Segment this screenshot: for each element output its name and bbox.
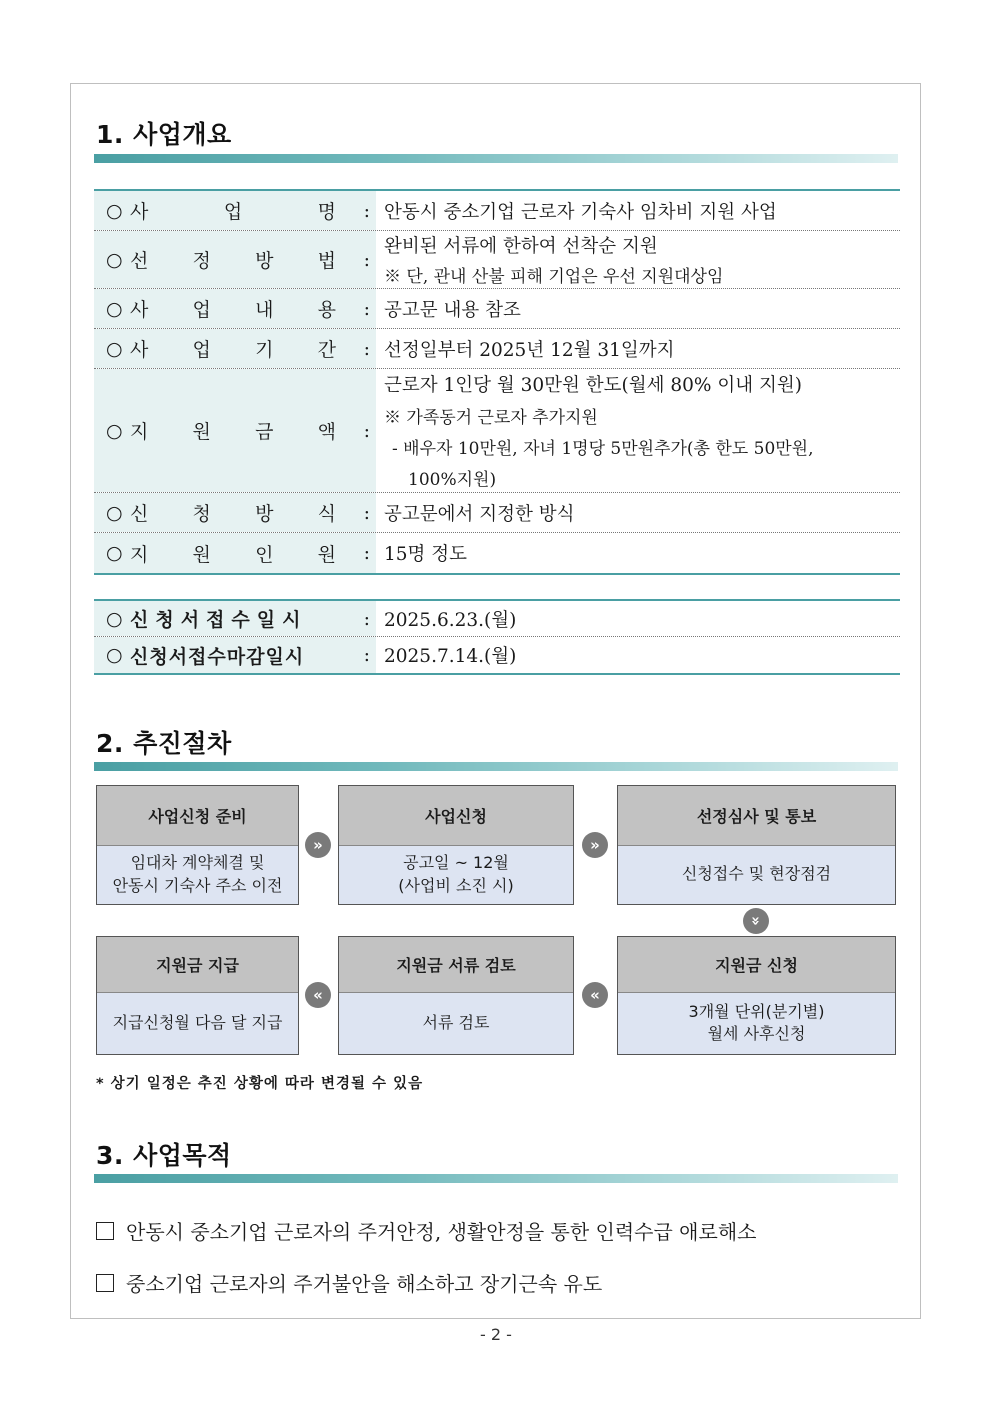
process-step-head: 선정심사 및 통보 — [618, 786, 895, 846]
checkbox-square-icon — [96, 1222, 114, 1240]
overview-value — [376, 191, 900, 230]
process-step-head: 사업신청 준비 — [97, 786, 298, 846]
overview-value-line: ※ 가족동거 근로자 추가지원 — [384, 408, 598, 428]
overview-label-text: 지 원 인 원 — [130, 543, 336, 566]
overview-value — [376, 231, 900, 288]
process-step-line: 지급신청월 다음 달 지급 — [112, 1012, 283, 1032]
overview-label-text: 사 업 내 용 — [130, 299, 336, 321]
section-title-purpose: 3. 사업목적 — [96, 1141, 232, 1170]
goal-item — [96, 1268, 602, 1297]
circle-bullet-icon: ○ — [106, 644, 123, 666]
overview-table — [94, 189, 900, 575]
overview-label — [94, 329, 376, 368]
arrow-left-icon: « — [305, 982, 331, 1008]
overview-value-line: 100%지원) — [408, 470, 497, 490]
process-step-line: 서류 검토 — [422, 1012, 490, 1032]
overview-label — [94, 369, 376, 492]
overview-label-text: 사 업 명 — [130, 201, 336, 223]
schedule-note: * 상기 일정은 추진 상황에 따라 변경될 수 있음 — [96, 1076, 424, 1092]
overview-label — [94, 289, 376, 328]
overview-label-text: 선 정 방 법 — [130, 250, 336, 272]
process-step-line: 월세 사후신청 — [707, 1024, 806, 1043]
circle-bullet-icon: ○ — [106, 297, 123, 320]
overview-value-line: 공고문에서 지정한 방식 — [384, 503, 575, 525]
process-step-5 — [338, 936, 574, 1055]
colon: : — [363, 199, 370, 222]
overview-value — [376, 533, 900, 573]
overview-value-line: 안동시 중소기업 근로자 기숙사 임차비 지원 사업 — [384, 201, 777, 223]
overview-value — [376, 289, 900, 328]
overview-value-line: 공고문 내용 참조 — [384, 299, 521, 321]
overview-label — [94, 493, 376, 532]
process-step-body — [339, 846, 573, 903]
process-step-1 — [96, 785, 299, 905]
schedule-row — [94, 601, 900, 637]
process-step-head: 지원금 지급 — [97, 937, 298, 993]
colon: : — [363, 419, 370, 442]
process-step-head: 지원금 서류 검토 — [339, 937, 573, 993]
overview-row — [94, 369, 900, 493]
overview-value-line: 선정일부터 2025년 12월 31일까지 — [384, 339, 675, 361]
colon: : — [363, 607, 370, 630]
process-step-line: 공고일 ~ 12월 — [403, 853, 509, 873]
overview-row — [94, 533, 900, 573]
schedule-label-text: 신청서접수일시 — [130, 609, 308, 631]
colon: : — [363, 248, 370, 271]
section-divider — [94, 762, 898, 771]
overview-label-text: 신 청 방 식 — [130, 503, 336, 525]
colon: : — [363, 297, 370, 320]
process-step-body — [97, 993, 298, 1053]
colon: : — [363, 542, 370, 564]
overview-value — [376, 493, 900, 532]
arrow-down-icon: » — [743, 908, 769, 934]
arrow-left-icon: « — [582, 982, 608, 1008]
process-step-6 — [96, 936, 299, 1055]
schedule-row — [94, 637, 900, 673]
goal-item — [96, 1216, 756, 1245]
schedule-label-text: 신청서접수마감일시 — [130, 645, 305, 668]
process-step-head: 사업신청 — [339, 786, 573, 846]
section-title-overview: 1. 사업개요 — [96, 120, 232, 149]
process-step-body — [97, 846, 298, 903]
circle-bullet-icon: ○ — [106, 199, 123, 222]
goal-text: 중소기업 근로자의 주거불안을 해소하고 장기근속 유도 — [126, 1272, 603, 1296]
schedule-value: 2025.7.14.(월) — [384, 646, 517, 667]
overview-label — [94, 191, 376, 230]
arrow-right-icon: » — [305, 832, 331, 858]
overview-value-line: ※ 단, 관내 산불 피해 기업은 우선 지원대상임 — [384, 267, 724, 287]
goal-text: 안동시 중소기업 근로자의 주거안정, 생활안정을 통한 인력수급 애로해소 — [126, 1220, 757, 1244]
colon: : — [363, 337, 370, 360]
circle-bullet-icon: ○ — [106, 419, 123, 442]
process-step-body — [618, 846, 895, 903]
circle-bullet-icon: ○ — [106, 501, 123, 524]
overview-value-line: 15명 정도 — [384, 544, 468, 565]
overview-row — [94, 329, 900, 369]
overview-value-line: 근로자 1인당 월 30만원 한도(월세 80% 이내 지원) — [384, 375, 802, 396]
overview-label-text: 지 원 금 액 — [130, 421, 336, 443]
colon: : — [363, 644, 370, 666]
schedule-table — [94, 599, 900, 675]
section-divider — [94, 1174, 898, 1183]
process-step-2 — [338, 785, 574, 905]
process-step-line: 안동시 기숙사 주소 이전 — [112, 875, 283, 895]
process-step-line: (사업비 소진 시) — [398, 875, 514, 895]
overview-value-line: - 배우자 10만원, 자녀 1명당 5만원추가(총 한도 50만원, — [392, 439, 814, 459]
schedule-label — [94, 601, 376, 636]
section-divider — [94, 154, 898, 163]
overview-row — [94, 493, 900, 533]
process-step-line: 임대차 계약체결 및 — [130, 853, 265, 873]
section-title-process: 2. 추진절차 — [96, 729, 232, 758]
schedule-value: 2025.6.23.(월) — [384, 609, 517, 631]
process-step-line: 신청접수 및 현장점검 — [681, 864, 832, 884]
overview-label-text: 사 업 기 간 — [130, 339, 336, 361]
circle-bullet-icon: ○ — [106, 542, 123, 564]
circle-bullet-icon: ○ — [106, 248, 123, 271]
process-step-body — [339, 993, 573, 1053]
overview-value — [376, 329, 900, 368]
overview-row — [94, 191, 900, 231]
overview-label — [94, 533, 376, 573]
process-step-3 — [617, 785, 896, 905]
circle-bullet-icon: ○ — [106, 337, 123, 360]
process-step-line: 3개월 단위(분기별) — [688, 1001, 825, 1021]
process-step-4 — [617, 936, 896, 1055]
arrow-right-icon: » — [582, 832, 608, 858]
process-step-head: 지원금 신청 — [618, 937, 895, 993]
schedule-label — [94, 637, 376, 673]
page-number: - 2 - — [480, 1325, 512, 1344]
circle-bullet-icon: ○ — [106, 607, 123, 630]
checkbox-square-icon — [96, 1274, 114, 1292]
colon: : — [363, 501, 370, 524]
process-step-body — [618, 993, 895, 1053]
overview-value-line: 완비된 서류에 한하여 선착순 지원 — [384, 236, 658, 257]
overview-value — [376, 369, 900, 492]
overview-row — [94, 289, 900, 329]
overview-row — [94, 231, 900, 289]
overview-label — [94, 231, 376, 288]
